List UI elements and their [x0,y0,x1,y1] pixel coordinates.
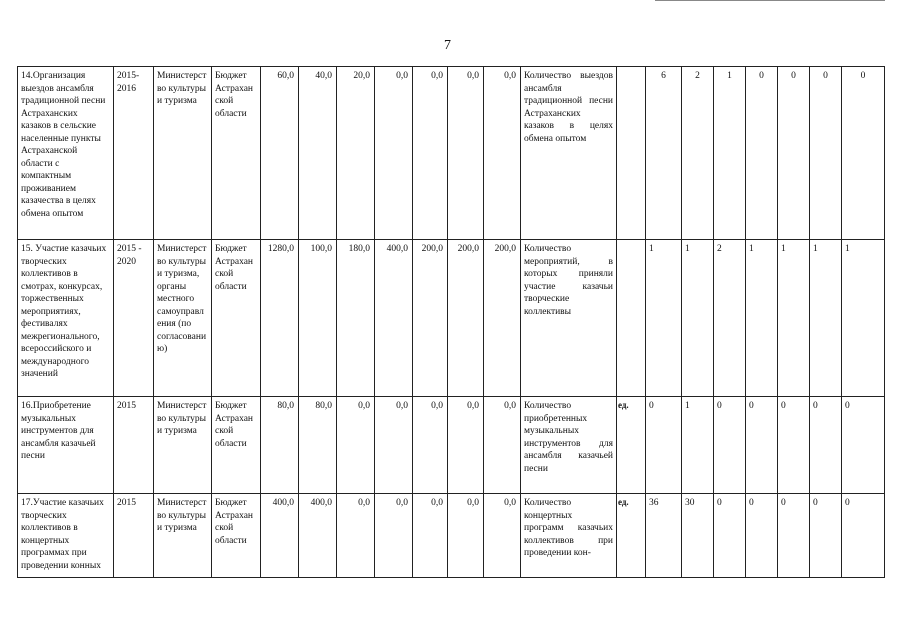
row-value-cell: 0 [842,67,885,240]
row-amount-cell: 1280,0 [261,240,299,397]
row-period-cell: 2015 [114,397,154,494]
row-amount-cell: 400,0 [261,494,299,578]
row-name-cell: 14.Организация выездов ансамбля традиционной песни Астраханских казаков в сельские населенные пункты Астраханской области с компактным проживанием казачества в целях обмена опытом [18,67,114,240]
row-value-cell: 0 [842,494,885,578]
row-amount-cell: 0,0 [375,494,413,578]
row-value-cell: 0 [778,67,810,240]
row-indicator-cell: Количество концертных программ казачьих коллективов при проведении кон- [521,494,617,578]
row-indicator-cell: Количество выездов ансамбля традиционной песни Астраханских казаков в целях обмена опытом [521,67,617,240]
row-amount-cell: 60,0 [261,67,299,240]
row-executor-cell: Министерство культуры и туризма [154,494,212,578]
row-value-cell: 0 [746,397,778,494]
row-indicator-cell: Количество мероприятий, в которых приняли участие казачьи творческие коллективы [521,240,617,397]
row-amount-cell: 200,0 [448,240,484,397]
row-value-cell: 1 [842,240,885,397]
row-amount-cell: 0,0 [413,397,448,494]
row-amount-cell: 180,0 [337,240,375,397]
row-value-cell: 2 [682,67,714,240]
table-row [18,494,885,578]
row-value-cell: 0 [810,397,842,494]
row-amount-cell: 0,0 [337,397,375,494]
row-amount-cell: 0,0 [413,494,448,578]
row-value-cell: 0 [810,494,842,578]
row-amount-cell: 0,0 [375,67,413,240]
header-rule [655,0,885,3]
row-executor-cell: Министерство культуры и туризма, органы местного самоуправления (по согласованию) [154,240,212,397]
row-value-cell: 1 [714,67,746,240]
row-amount-cell: 0,0 [448,494,484,578]
row-period-cell: 2015-2016 [114,67,154,240]
row-amount-cell: 0,0 [484,397,521,494]
row-value-cell: 0 [714,397,746,494]
row-value-cell: 0 [714,494,746,578]
row-value-cell: 6 [646,67,682,240]
row-name-cell: 15. Участие казачьих творческих коллективов в смотрах, конкурсах, торжественных мероприятиях, фестивалях межрегионального, всероссийского и международного значений [18,240,114,397]
row-value-cell: 0 [842,397,885,494]
table-row [18,397,885,494]
row-amount-cell: 0,0 [375,397,413,494]
row-amount-cell: 0,0 [337,494,375,578]
row-value-cell: 0 [778,494,810,578]
row-value-cell: 1 [746,240,778,397]
row-value-cell: 36 [646,494,682,578]
row-source-cell: Бюджет Астраханской области [212,494,261,578]
row-value-cell: 1 [646,240,682,397]
row-value-cell: 1 [682,240,714,397]
row-value-cell: 1 [778,240,810,397]
row-executor-cell: Министерство культуры и туризма [154,67,212,240]
row-value-cell: 2 [714,240,746,397]
row-amount-cell: 0,0 [484,67,521,240]
row-source-cell: Бюджет Астраханской области [212,397,261,494]
row-amount-cell: 400,0 [375,240,413,397]
program-table [17,66,885,578]
row-name-cell: 17.Участие казачьих творческих коллективов в концертных программах при проведении конных [18,494,114,578]
row-value-cell: 0 [746,67,778,240]
row-executor-cell: Министерство культуры и туризма [154,397,212,494]
row-amount-cell: 400,0 [299,494,337,578]
row-source-cell: Бюджет Астраханской области [212,240,261,397]
row-period-cell: 2015 - 2020 [114,240,154,397]
row-amount-cell: 200,0 [484,240,521,397]
row-amount-cell: 40,0 [299,67,337,240]
table-row [18,240,885,397]
page-number: 7 [444,38,451,53]
row-indicator-cell: Количество приобретенных музыкальных инструментов для ансамбля казачьей песни [521,397,617,494]
row-value-cell: 0 [646,397,682,494]
row-amount-cell: 200,0 [413,240,448,397]
row-period-cell: 2015 [114,494,154,578]
row-amount-cell: 100,0 [299,240,337,397]
row-name-cell: 16.Приобретение музыкальных инструментов для ансамбля казачьей песни [18,397,114,494]
row-value-cell: 1 [810,240,842,397]
row-amount-cell: 0,0 [448,67,484,240]
row-value-cell: 30 [682,494,714,578]
row-amount-cell: 0,0 [484,494,521,578]
row-unit-cell: ед. [617,494,646,578]
row-amount-cell: 80,0 [299,397,337,494]
row-unit-cell [617,67,646,240]
row-value-cell: 1 [682,397,714,494]
row-amount-cell: 80,0 [261,397,299,494]
row-amount-cell: 0,0 [448,397,484,494]
row-unit-cell: ед. [617,397,646,494]
row-source-cell: Бюджет Астраханской области [212,67,261,240]
row-unit-cell [617,240,646,397]
row-value-cell: 0 [810,67,842,240]
row-amount-cell: 20,0 [337,67,375,240]
row-value-cell: 0 [746,494,778,578]
row-value-cell: 0 [778,397,810,494]
row-amount-cell: 0,0 [413,67,448,240]
table-row [18,67,885,240]
